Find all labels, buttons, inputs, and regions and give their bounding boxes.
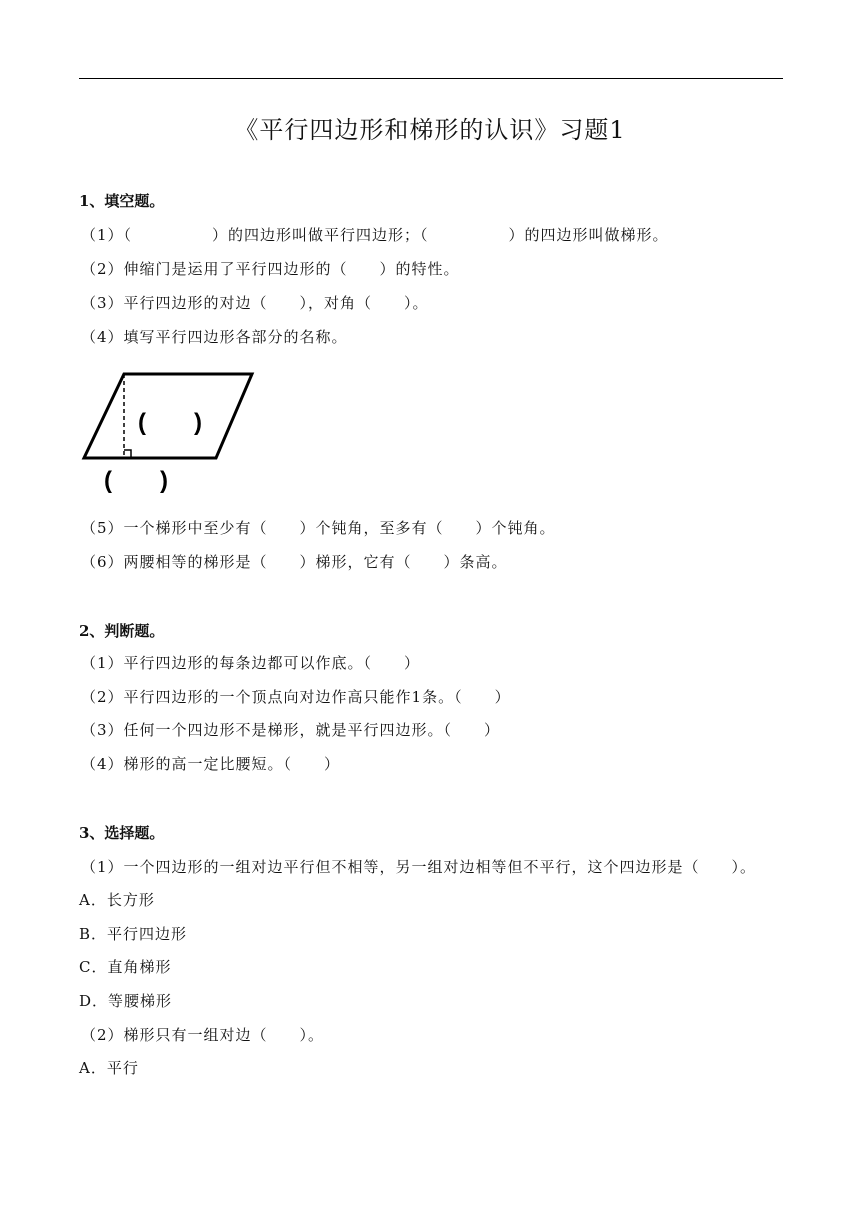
q3-option-d: D．等腰梯形 [79, 992, 173, 1010]
header-rule [79, 78, 783, 79]
q1-item-5: （5）一个梯形中至少有（ ）个钝角，至多有（ ）个钝角。 [81, 519, 556, 537]
q1-item-2: （2）伸缩门是运用了平行四边形的（ ）的特性。 [81, 260, 460, 278]
figure-label-base: ( ) [104, 467, 168, 494]
page-title: 《平行四边形和梯形的认识》习题1 [234, 116, 626, 144]
q2-item-2: （2）平行四边形的一个顶点向对边作高只能作1条。（ ） [81, 688, 511, 706]
q2-item-1: （1）平行四边形的每条边都可以作底。（ ） [81, 654, 421, 672]
figure-label-height: ( ) [138, 409, 202, 436]
q1-item-3: （3）平行四边形的对边（ ），对角（ ）。 [81, 294, 429, 312]
q3-option-a: A．长方形 [79, 891, 155, 909]
q3-item-2-option-a: A．平行 [79, 1059, 139, 1077]
section-1-heading: 1、填空题。 [79, 192, 165, 210]
section-2-heading: 2、判断题。 [79, 622, 165, 640]
q3-option-c: C．直角梯形 [79, 958, 172, 976]
section-3-heading: 3、选择题。 [79, 824, 165, 842]
q3-item-2: （2）梯形只有一组对边（ ）。 [81, 1026, 325, 1044]
q3-item-1: （1）一个四边形的一组对边平行但不相等，另一组对边相等但不平行，这个四边形是（ ）。 [81, 858, 757, 876]
q2-item-3: （3）任何一个四边形不是梯形，就是平行四边形。（ ） [81, 721, 501, 739]
parallelogram-figure [80, 366, 260, 496]
q1-item-4: （4）填写平行四边形各部分的名称。 [81, 328, 348, 346]
q3-option-b: B．平行四边形 [79, 925, 188, 943]
q1-item-6: （6）两腰相等的梯形是（ ）梯形，它有（ ）条高。 [81, 553, 508, 571]
q2-item-4: （4）梯形的高一定比腰短。（ ） [81, 755, 341, 773]
q1-item-1: （1）（ ）的四边形叫做平行四边形；（ ）的四边形叫做梯形。 [81, 226, 669, 244]
